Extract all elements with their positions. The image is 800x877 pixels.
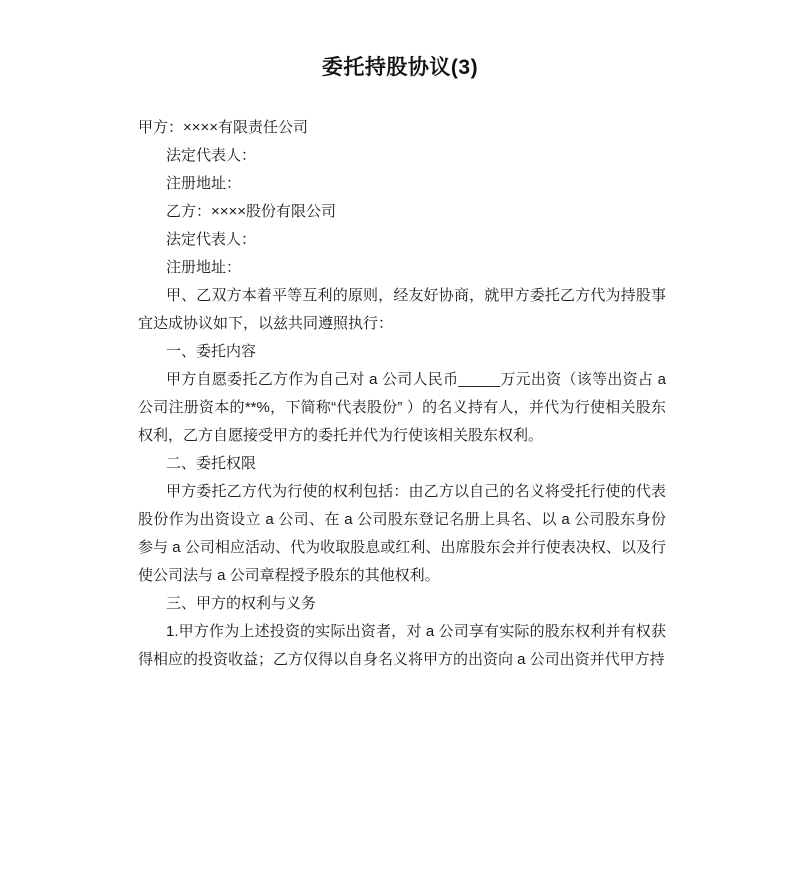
- party-a-line: 甲方：××××有限责任公司: [138, 119, 309, 136]
- party-a-legal-representative-line: 法定代表人：: [166, 147, 257, 164]
- section-2-heading: 二、委托权限: [166, 455, 257, 472]
- document-title: 委托持股协议(3): [321, 56, 479, 79]
- party-b-legal-representative-line: 法定代表人：: [166, 231, 257, 248]
- party-b-registered-address-line: 注册地址：: [166, 259, 242, 276]
- section-3-body-paragraph: 1.甲方作为上述投资的实际出资者，对 a 公司享有实际的股东权利并有权获得相应的投资收益；乙方仅得以自身名义将甲方的出资向 a 公司出资并代甲方持: [138, 623, 666, 668]
- section-1-body-paragraph: 甲方自愿委托乙方作为自己对 a 公司人民币_____万元出资（该等出资占 a 公司注册资本的**%，下简称“代表股份” ）的名义持有人，并代为行使相关股东权利，乙方自愿接受甲方的委托并代为行使该相关股东权利。: [138, 371, 666, 444]
- section-2-body-paragraph: 甲方委托乙方代为行使的权利包括：由乙方以自己的名义将受托行使的代表股份作为出资设立 a 公司、在 a 公司股东登记名册上具名、以 a 公司股东身份参与 a 公司相应活动、代为收取股息或红利、出席股东会并行使表决权、以及行使公司法与 a 公司章程授予股东的其他权利。: [138, 483, 666, 584]
- section-3-heading: 三、甲方的权利与义务: [166, 595, 317, 612]
- party-a-registered-address-line: 注册地址：: [166, 175, 242, 192]
- party-b-line: 乙方：××××股份有限公司: [166, 203, 337, 220]
- preamble-paragraph: 甲、乙双方本着平等互利的原则，经友好协商，就甲方委托乙方代为持股事宜达成协议如下，以兹共同遵照执行：: [138, 287, 666, 332]
- document-body: [0, 114, 800, 674]
- section-1-heading: 一、委托内容: [166, 343, 257, 360]
